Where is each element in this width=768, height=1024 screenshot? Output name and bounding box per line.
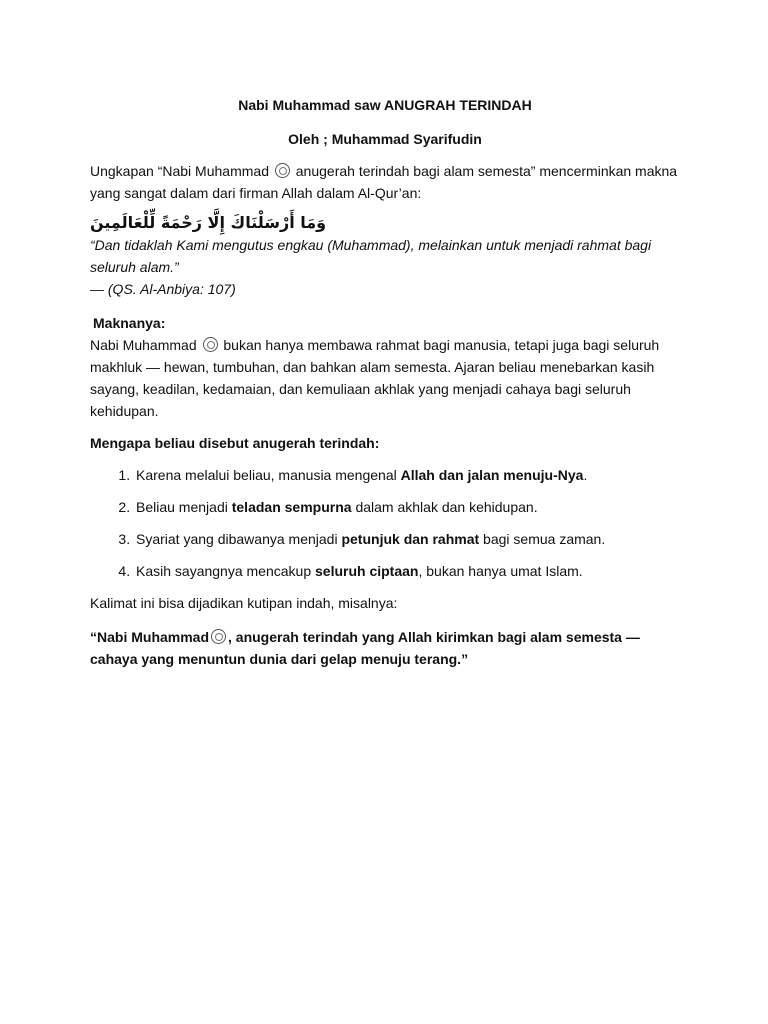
makna-text-start: Nabi Muhammad <box>90 337 197 353</box>
reason-text: Beliau menjadi <box>136 499 232 515</box>
reason-text-end: dalam akhlak dan kehidupan. <box>351 499 538 515</box>
reason-text-end: . <box>583 467 588 483</box>
reason-text-end: bagi semua zaman. <box>479 531 606 547</box>
makna-paragraph <box>90 334 680 422</box>
list-item <box>134 528 680 550</box>
reasons-heading: Mengapa beliau disebut anugerah terindah: <box>90 435 380 451</box>
intro-text-end: anugerah terindah bagi alam semesta” mencerminkan makna yang sangat dalam dari firman Allah dalam Al-Qur’an: <box>90 163 678 201</box>
reason-emphasis: teladan sempurna <box>231 499 352 515</box>
closing-quote <box>90 626 680 670</box>
saw-seal-icon <box>211 629 226 644</box>
list-item <box>134 560 680 582</box>
reason-text-end: , bukan hanya umat Islam. <box>418 563 583 579</box>
closing-text-start: “Nabi Muhammad <box>90 629 210 645</box>
verse-block <box>90 212 680 300</box>
verse-translation: “Dan tidaklah Kami mengutus engkau (Muhammad), melainkan untuk menjadi rahmat bagi seluruh alam.” <box>90 237 652 275</box>
list-item <box>134 496 680 518</box>
reasons-list <box>90 464 680 582</box>
intro-text-start: Ungkapan “Nabi Muhammad <box>90 163 269 179</box>
kutipan-intro: Kalimat ini bisa dijadikan kutipan indah, misalnya: <box>90 595 398 611</box>
document-body <box>90 94 680 670</box>
reason-text: Syariat yang dibawanya menjadi <box>136 531 342 547</box>
reason-emphasis: Allah dan jalan menuju-Nya <box>400 467 584 483</box>
verse-citation: — (QS. Al-Anbiya: 107) <box>90 281 236 297</box>
intro-paragraph <box>90 160 680 204</box>
list-item <box>134 464 680 486</box>
makna-text-end: bukan hanya membawa rahmat bagi manusia, tetapi juga bagi seluruh makhluk — hewan, tumbuhan, dan bahkan alam semesta. Ajaran beliau menebarkan kasih sayang, keadilan, kedamaian, dan kemuliaan akhlak yang menjadi cahaya bagi seluruh kehidupan. <box>90 337 660 419</box>
reason-text: Kasih sayangnya mencakup <box>136 563 315 579</box>
document-author: Oleh ; Muhammad Syarifudin <box>288 131 482 147</box>
reason-emphasis: seluruh ciptaan <box>315 563 419 579</box>
document-title: Nabi Muhammad saw ANUGRAH TERINDAH <box>238 97 532 113</box>
closing-text-end: , anugerah terindah yang Allah kirimkan bagi alam semesta — cahaya yang menuntun dunia dari gelap menuju terang.” <box>90 629 640 667</box>
saw-seal-icon <box>203 337 218 352</box>
arabic-verse: وَمَا أَرْسَلْنَاكَ إِلَّا رَحْمَةً لِّلْعَالَمِينَ <box>90 213 327 232</box>
reason-text: Karena melalui beliau, manusia mengenal <box>136 467 401 483</box>
reason-emphasis: petunjuk dan rahmat <box>341 531 480 547</box>
saw-seal-icon <box>275 163 290 178</box>
makna-heading: Maknanya: <box>93 315 166 331</box>
